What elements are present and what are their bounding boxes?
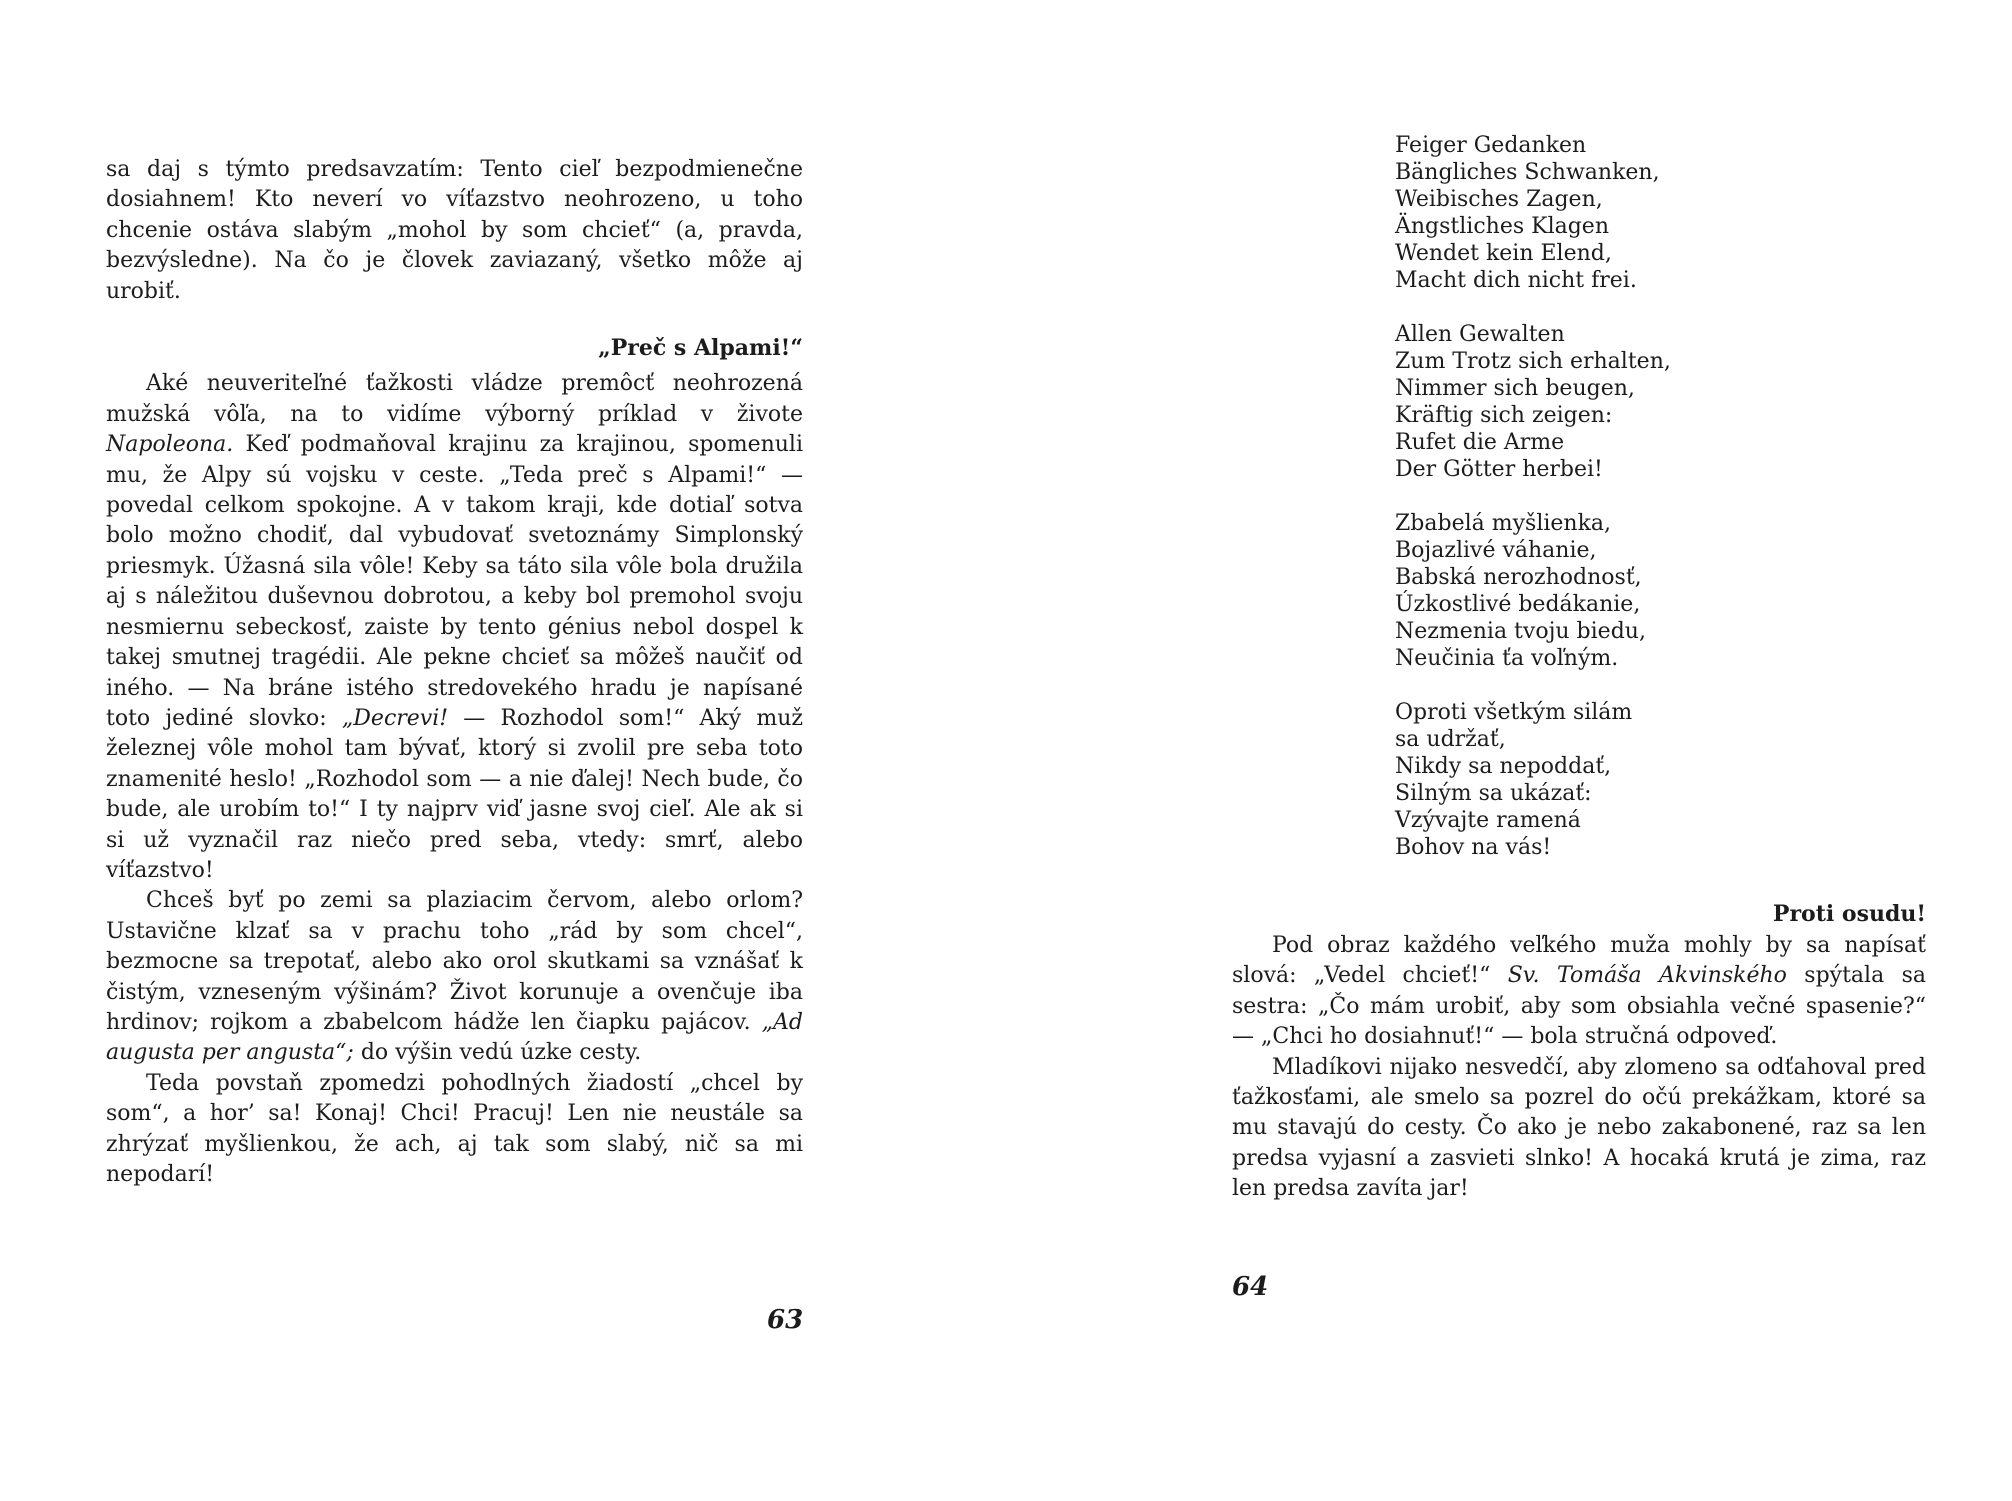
left-paragraph-2-italic-napoleona: Napoleona.	[106, 432, 234, 458]
section-heading-proti-osudu: Proti osudu!	[1772, 901, 1926, 927]
left-paragraph-3-part-b: do výšin vedú úzke cesty.	[353, 1040, 642, 1066]
poem-line: Silným sa ukázať:	[1395, 781, 1592, 806]
left-paragraph-2-part-b: Keď podmaňoval krajinu za krajinou, spomenuli mu, že Alpy sú vojsku v ceste. „Teda preč s Alpami!“ — povedal celkom spokojne. A v takom kraji, kde dotiaľ sotva bolo možno chodiť, dal vybudovať svetoznámy Simplonský priesmyk. Úžasná sila vôle! Keby sa táto sila vôle bola družila aj s náležitou duševnou dobrotou, a keby bol premohol svoju nesmiernu sebeckosť, zaiste by tento génius nebol dospel k takej smutnej tragédii. Ale pekne chcieť sa môžeš naučiť od iného. — Na bráne istého stredovekého hradu je napísané toto jediné slovko:	[106, 432, 803, 731]
poem-line: Zum Trotz sich erhalten,	[1395, 349, 1671, 374]
left-paragraph-2-italic-decrevi: „Decrevi!	[341, 705, 449, 731]
poem-line: Der Götter herbei!	[1395, 457, 1603, 482]
poem-line: Rufet die Arme	[1395, 430, 1565, 455]
poem	[1395, 132, 1835, 888]
poem-line: Ängstliches Klagen	[1395, 214, 1609, 239]
poem-line: Kräftig sich zeigen:	[1395, 403, 1613, 428]
poem-line: Bängliches Schwanken,	[1395, 160, 1660, 185]
poem-line: Úzkostlivé bedákanie,	[1395, 592, 1641, 617]
left-paragraph-3-part-a: Chceš byť po zemi sa plaziacim červom, alebo orlom? Ustavične klzať sa v prachu toho „rád by som chcel“, bezmocne sa trepotať, alebo ako orol skutkami sa vznášať k čistým, vzneseným výšinám? Život korunuje a ovenčuje iba hrdinov; rojkom a zbabelcom hádže len čiapku pajácov.	[106, 888, 803, 1035]
poem-stanza-3	[1395, 510, 1835, 672]
left-paragraph-2	[106, 369, 803, 886]
left-paragraph-3	[106, 886, 803, 1068]
poem-line: Feiger Gedanken	[1395, 133, 1587, 158]
left-paragraph-1: sa daj s týmto predsavzatím: Tento cieľ bezpodmienečne dosiahnem! Kto neverí vo víťazstvo neohrozeno, u toho chcenie ostáva slabým „mohol by som chcieť“ (a, pravda, bezvýsledne). Na čo je človek zaviazaný, všetko môže aj urobiť.	[106, 157, 803, 304]
right-paragraph-2: Mladíkovi nijako nesvedčí, aby zlomeno sa odťahoval pred ťažkosťami, ale smelo sa pozrel do očú prekážkam, ktoré sa mu stavajú do cesty. Čo ako je nebo zakabonené, raz sa len predsa vyjasní a zasvieti slnko! A hocaká krutá je zima, raz len predsa zavíta jar!	[1232, 1054, 1926, 1202]
right-paragraph-1	[1232, 931, 1926, 1053]
poem-line: Nikdy sa nepoddať,	[1395, 754, 1612, 779]
poem-stanza-1	[1395, 132, 1835, 294]
poem-line: sa udržať,	[1395, 727, 1506, 752]
poem-line: Oproti všetkým silám	[1395, 700, 1633, 725]
right-page	[1006, 0, 2012, 1501]
poem-line: Nezmenia tvoju biedu,	[1395, 619, 1646, 644]
poem-line: Bohov na vás!	[1395, 835, 1552, 860]
poem-line: Nimmer sich beugen,	[1395, 376, 1635, 401]
right-paragraph-1-part-a: Pod obraz každého veľkého muža mohly by sa napísať slová: „Vedel chcieť!“	[1232, 933, 1926, 989]
poem-line: Vzývajte ramená	[1395, 808, 1581, 833]
poem-line: Babská nerozhodnosť,	[1395, 565, 1642, 590]
left-paragraph-4: Teda povstaň zpomedzi pohodlných žiadostí „chcel by som“, a hor’ sa! Konaj! Chci! Pracuj! Len nie neustále sa zhrýzať myšlienkou, že ach, aj tak som slabý, nič sa mi nepodarí!	[106, 1070, 803, 1187]
poem-stanza-2	[1395, 321, 1835, 483]
left-paragraph-2-part-c: — Rozhodol som!“ Aký muž železnej vôle mohol tam bývať, ktorý si zvolil pre seba toto znamenité heslo! „Rozhodol som — a nie ďalej! Nech bude, čo bude, ale urobím to!“ I ty najprv viď jasne svoj cieľ. Ale ak si si už vyznačil raz niečo pred seba, vtedy: smrť, alebo víťazstvo!	[106, 705, 803, 883]
left-paragraph-2-part-a: Aké neuveriteľné ťažkosti vládze premôcť neohrozená mužská vôľa, na to vidíme výborný príklad v živote	[106, 371, 803, 427]
left-paragraph-3-italic-latin-quote: „Ad augusta per angusta“;	[106, 1009, 803, 1066]
poem-line: Wendet kein Elend,	[1395, 241, 1612, 266]
right-text-column	[1232, 931, 1926, 1205]
poem-line: Weibisches Zagen,	[1395, 187, 1603, 212]
poem-line: Bojazlivé váhanie,	[1395, 538, 1597, 563]
right-paragraph-1-part-b: spýtala sa sestra: „Čo mám urobiť, aby som obsiahla večné spasenie?“ — „Chci ho dosiahnuť!“ — bola stručná odpoveď.	[1232, 963, 1926, 1050]
poem-stanza-4	[1395, 699, 1835, 861]
section-heading-prec-s-alpami: „Preč s Alpami!“	[598, 335, 803, 362]
left-text-column	[106, 155, 803, 1190]
page-number-left: 63	[767, 1305, 804, 1335]
poem-line: Macht dich nicht frei.	[1395, 268, 1637, 293]
page-number-right: 64	[1232, 1272, 1269, 1302]
poem-line: Allen Gewalten	[1395, 322, 1565, 347]
right-paragraph-1-italic-saint-name: Sv. Tomáša Akvinského	[1507, 963, 1787, 989]
poem-line: Neučinia ťa voľným.	[1395, 646, 1619, 671]
poem-line: Zbabelá myšlienka,	[1395, 511, 1612, 536]
